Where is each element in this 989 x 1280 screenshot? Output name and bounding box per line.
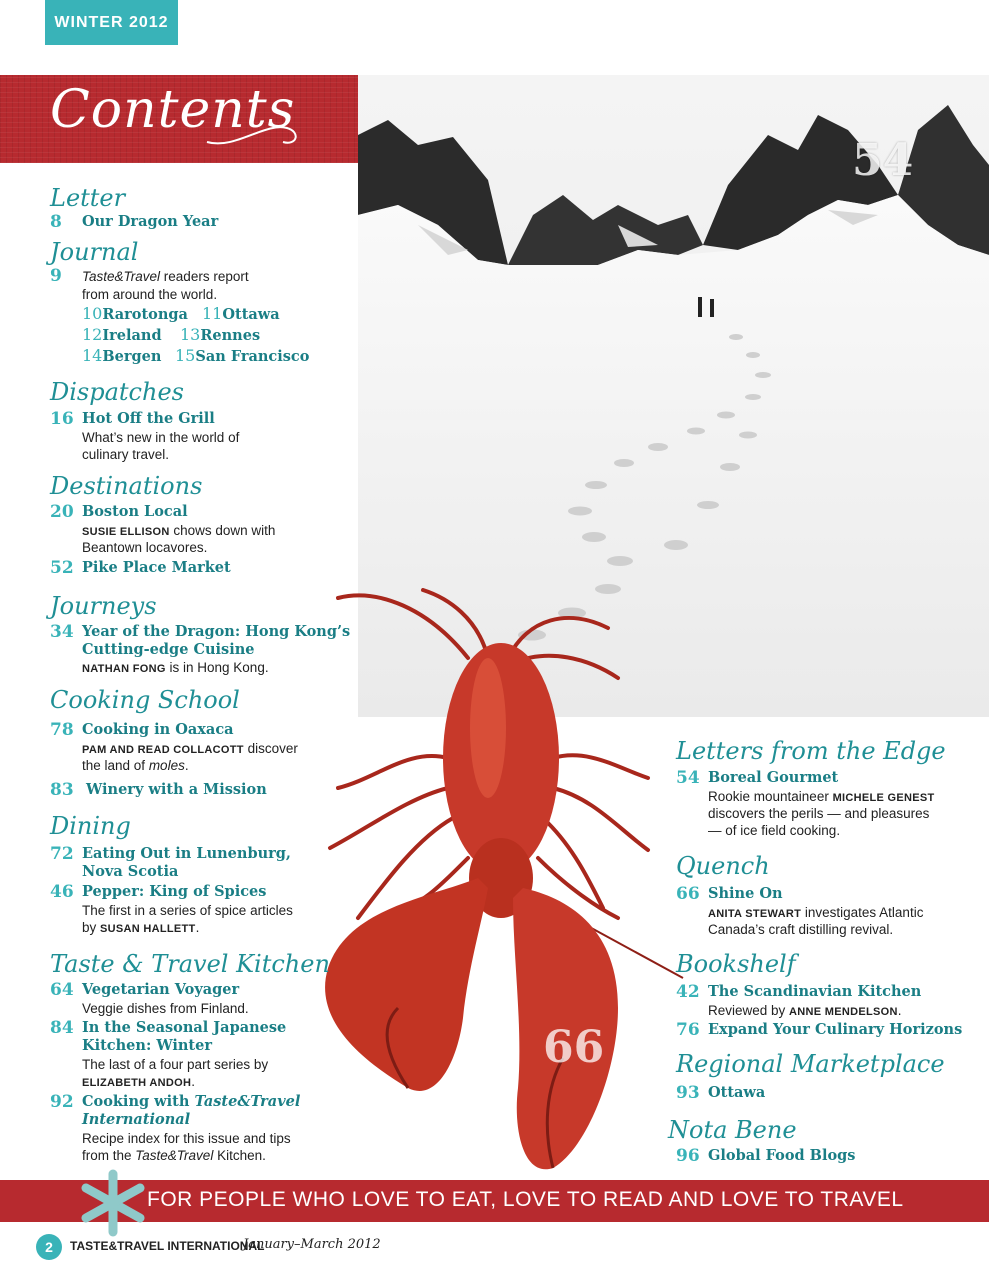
desc-text: .: [191, 1074, 195, 1089]
section-heading-quench: Quench: [676, 852, 770, 880]
entry-title: Global Food Blogs: [708, 1147, 856, 1164]
entry-title: Cutting-edge Cuisine: [82, 641, 255, 658]
city-link-ottawa[interactable]: [202, 304, 280, 324]
entry-description: — of ice field cooking.: [708, 823, 841, 838]
footer-tagline: FOR PEOPLE WHO LOVE TO EAT, LOVE TO READ AND LOVE TO TRAVEL: [147, 1188, 904, 1211]
author-name: NATHAN FONG: [82, 663, 166, 675]
swash-ornament: [205, 120, 305, 150]
entry-title: Bergen: [102, 348, 162, 365]
city-link-san-francisco[interactable]: [175, 346, 309, 366]
section-heading-letter: Letter: [50, 184, 126, 212]
entry-title: Eating Out in Lunenburg,: [82, 845, 291, 862]
city-link-rarotonga[interactable]: [82, 304, 188, 324]
entry-page-number: 12: [82, 325, 103, 344]
star-logo-icon: [78, 1168, 148, 1238]
brand-name: Taste&Travel: [82, 269, 161, 284]
desc-text: by: [82, 920, 101, 935]
entry-description: The last of a four part series by: [82, 1057, 269, 1072]
section-heading-bookshelf: Bookshelf: [676, 950, 796, 978]
section-heading-dining: Dining: [50, 812, 131, 840]
entry-title: International: [82, 1111, 191, 1128]
desc-text: moles: [148, 758, 185, 773]
entry-description: discovers the perils — and pleasures: [708, 806, 930, 821]
section-heading-journeys: Journeys: [50, 592, 157, 620]
entry-page-number: 92: [50, 1092, 74, 1112]
desc-text: .: [195, 920, 200, 935]
entry-title: Rarotonga: [102, 306, 188, 323]
entry-description: The first in a series of spice articles: [82, 903, 293, 918]
entry-description: Veggie dishes from Finland.: [82, 1001, 249, 1016]
entry-page-number: 66: [676, 884, 700, 904]
desc-text: the land of: [82, 758, 149, 773]
entry-page-number: 10: [82, 304, 103, 323]
entry-description: Beantown locavores.: [82, 540, 208, 555]
entry-page-number: 54: [676, 768, 700, 788]
desc-text: from the: [82, 1148, 136, 1163]
entry-title: Our Dragon Year: [82, 213, 219, 230]
title-text: Taste&Travel: [194, 1093, 301, 1110]
city-link-rennes[interactable]: [180, 325, 260, 345]
entry-page-number: 64: [50, 980, 74, 1000]
entry-page-number: 34: [50, 622, 74, 642]
title-text: Cooking with: [82, 1093, 195, 1110]
section-heading-dispatches: Dispatches: [50, 378, 184, 406]
entry-title: Ottawa: [708, 1084, 766, 1101]
entry-title: Pepper: King of Spices: [82, 883, 267, 900]
entry-page-number: 8: [50, 212, 62, 232]
entry-title: Year of the Dragon: Hong Kong’s: [82, 623, 351, 640]
entry-title: San Francisco: [195, 348, 310, 365]
entry-page-number: 78: [50, 720, 74, 740]
lobster-image: [318, 588, 690, 1173]
section-heading-destinations: Destinations: [50, 472, 203, 500]
page-number-badge: 2: [36, 1234, 62, 1260]
entry-description: [82, 1147, 266, 1165]
desc-text: readers report: [160, 269, 249, 284]
entry-title: Boreal Gourmet: [708, 769, 839, 786]
entry-page-number: 83: [50, 780, 74, 800]
author-name: SUSIE ELLISON: [82, 526, 170, 538]
section-heading-journal: Journal: [50, 238, 139, 266]
season-tab: WINTER 2012: [45, 0, 178, 45]
entry-title: Hot Off the Grill: [82, 410, 215, 427]
entry-description: [82, 659, 269, 679]
entry-title: Expand Your Culinary Horizons: [708, 1021, 963, 1038]
contents-title: Contents: [50, 80, 296, 140]
entry-page-number: 16: [50, 409, 74, 429]
entry-title: Kitchen: Winter: [82, 1037, 212, 1054]
entry-title: The Scandinavian Kitchen: [708, 983, 922, 1000]
entry-page-number: 13: [180, 325, 201, 344]
entry-description: What’s new in the world of: [82, 430, 240, 445]
entry-page-number: 14: [82, 346, 103, 365]
section-heading-kitchen: Taste & Travel Kitchen: [50, 950, 330, 978]
author-name: ANNE MENDELSON: [789, 1006, 898, 1018]
author-name: ANITA STEWART: [708, 908, 802, 920]
entry-page-number: 42: [676, 982, 700, 1002]
entry-page-number: 93: [676, 1083, 700, 1103]
entry-title: Winery with a Mission: [86, 781, 267, 798]
entry-description: [82, 268, 249, 286]
entry-description: Recipe index for this issue and tips: [82, 1131, 291, 1146]
entry-title: Cooking in Oaxaca: [82, 721, 234, 738]
brand-name: Taste&Travel: [135, 1148, 214, 1163]
entry-title: Shine On: [708, 885, 783, 902]
entry-title: Ireland: [102, 327, 162, 344]
entry-page-number: 11: [202, 304, 223, 323]
entry-page-number: 46: [50, 882, 74, 902]
author-name: ELIZABETH ANDOH: [82, 1077, 192, 1089]
entry-title: Rennes: [200, 327, 261, 344]
magazine-name: TASTE&TRAVEL INTERNATIONAL: [70, 1239, 265, 1253]
desc-text: is in Hong Kong.: [165, 660, 269, 675]
section-heading-letters-edge: Letters from the Edge: [676, 737, 946, 765]
author-name: SUSAN HALLETT: [100, 923, 196, 935]
entry-page-number: 96: [676, 1146, 700, 1166]
desc-text: discover: [243, 741, 298, 756]
section-heading-nota-bene: Nota Bene: [668, 1116, 797, 1144]
author-name: MICHELE GENEST: [832, 792, 935, 804]
entry-description: [82, 1073, 195, 1093]
entry-title: [82, 1093, 300, 1111]
author-name: PAM AND READ COLLACOTT: [82, 744, 244, 756]
entry-page-number: 15: [175, 346, 196, 365]
issue-date: January–March 2012: [243, 1237, 381, 1252]
entry-description: from around the world.: [82, 287, 218, 302]
city-link-bergen[interactable]: [82, 346, 161, 366]
entry-description: [708, 1002, 902, 1022]
section-heading-regional: Regional Marketplace: [676, 1050, 945, 1078]
city-link-ireland[interactable]: [82, 325, 162, 345]
page-ref-66: 66: [543, 1022, 605, 1073]
entry-page-number: 9: [50, 266, 62, 286]
desc-text: .: [897, 1003, 902, 1018]
desc-text: Reviewed by: [708, 1003, 790, 1018]
entry-title: Ottawa: [222, 306, 280, 323]
entry-title: In the Seasonal Japanese: [82, 1019, 287, 1036]
entry-title: Vegetarian Voyager: [82, 981, 240, 998]
entry-page-number: 52: [50, 558, 74, 578]
desc-text: investigates Atlantic: [801, 905, 924, 920]
desc-text: Kitchen.: [213, 1148, 266, 1163]
entry-description: [82, 919, 199, 939]
desc-text: chows down with: [169, 523, 276, 538]
entry-title: Nova Scotia: [82, 863, 179, 880]
entry-page-number: 20: [50, 502, 74, 522]
entry-page-number: 84: [50, 1018, 74, 1038]
desc-text: Rookie mountaineer: [708, 789, 833, 804]
entry-description: [82, 757, 189, 775]
entry-title: Pike Place Market: [82, 559, 231, 576]
entry-page-number: 76: [676, 1020, 700, 1040]
entry-page-number: 72: [50, 844, 74, 864]
entry-title: Boston Local: [82, 503, 188, 520]
desc-text: .: [184, 758, 189, 773]
page-ref-54: 54: [852, 135, 914, 186]
section-heading-cooking-school: Cooking School: [50, 686, 240, 714]
entry-description: Canada’s craft distilling revival.: [708, 922, 894, 937]
entry-description: culinary travel.: [82, 447, 170, 462]
